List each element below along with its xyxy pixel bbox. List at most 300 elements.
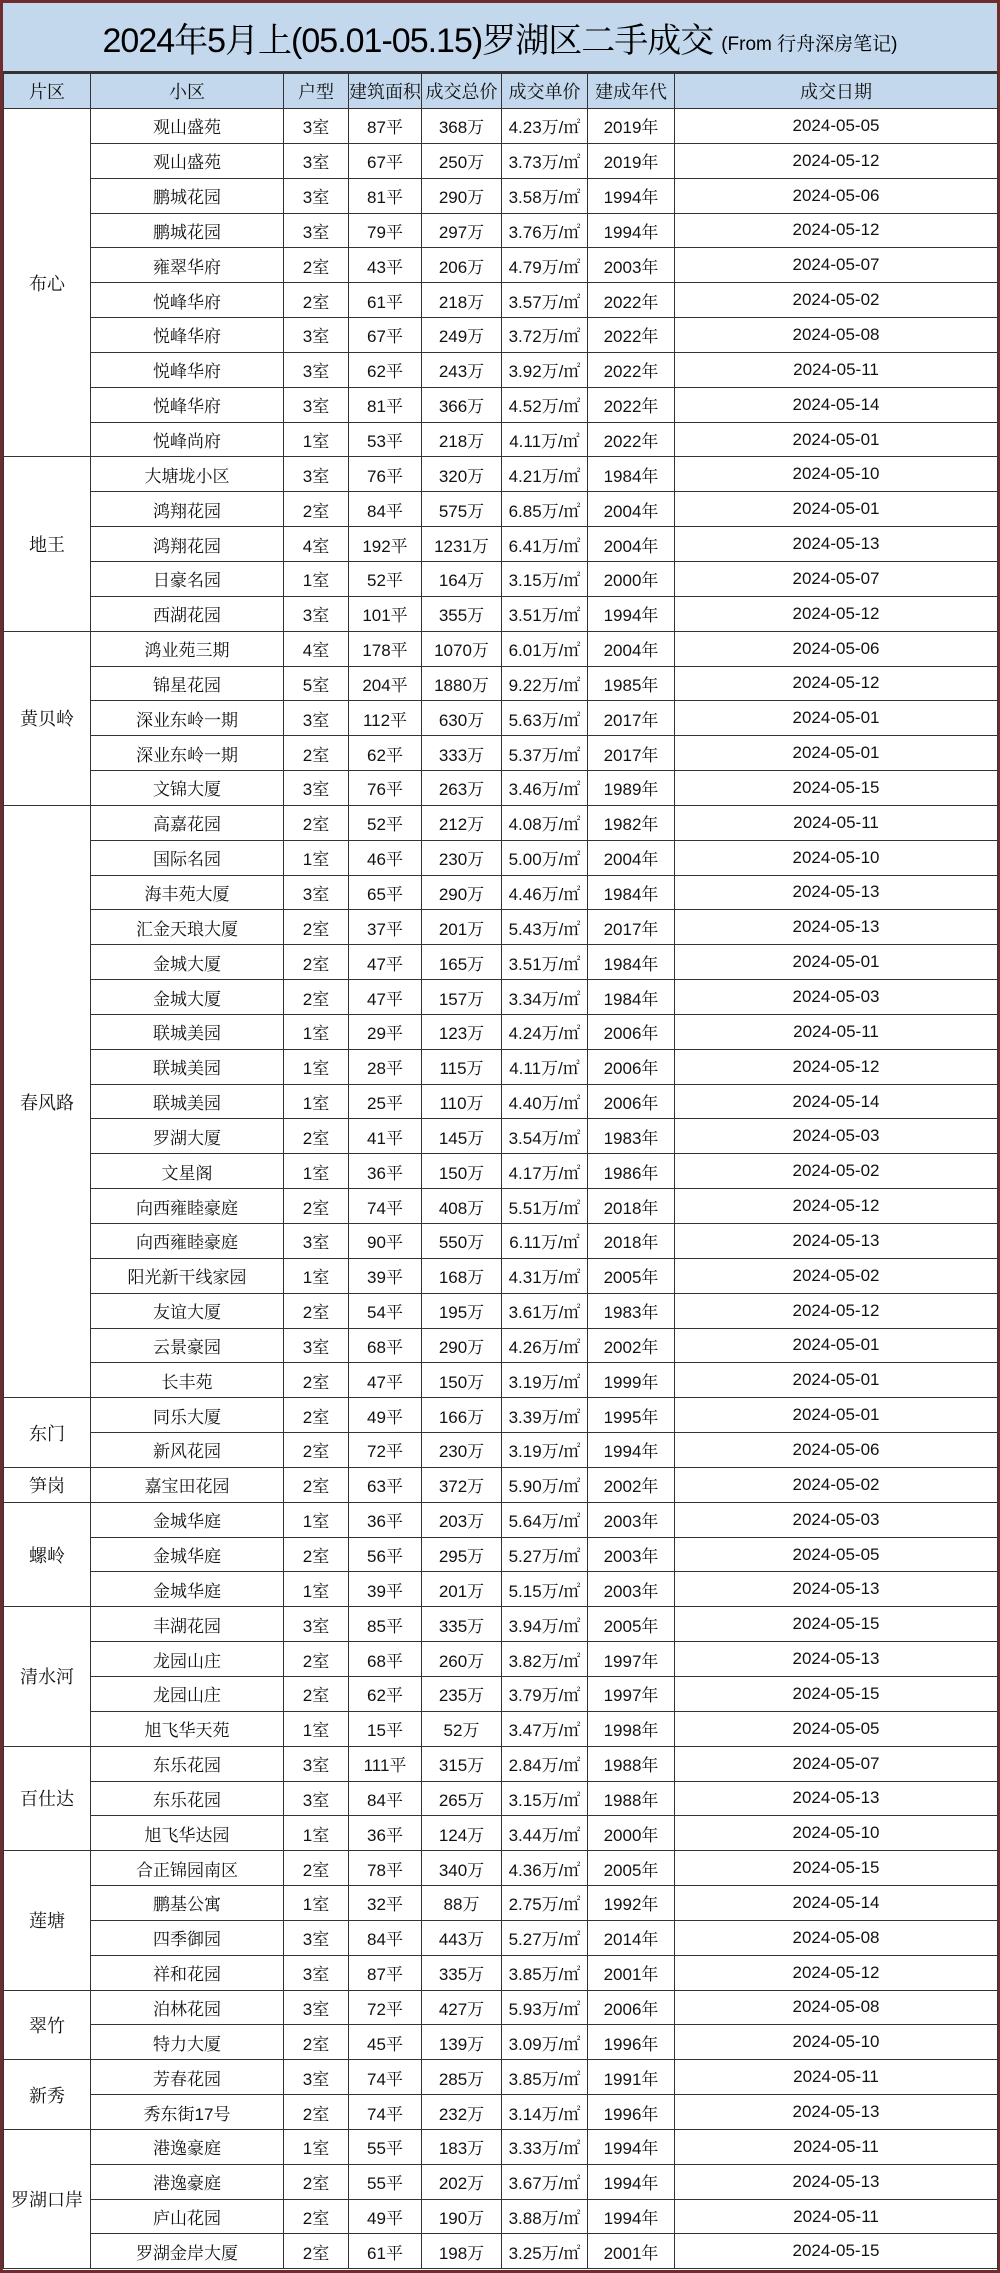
deal-date-cell: 2024-05-11 (675, 2129, 998, 2164)
unit-price-cell: 3.33万/㎡ (502, 2129, 588, 2164)
build-year-cell: 1988年 (588, 1746, 675, 1781)
floor-area-cell: 36平 (349, 1502, 422, 1537)
total-price-cell: 190万 (422, 2199, 502, 2234)
table-row (4, 875, 998, 910)
floor-area-cell: 55平 (349, 2164, 422, 2199)
deal-date-cell: 2024-05-14 (675, 1084, 998, 1119)
unit-price-cell: 3.82万/㎡ (502, 1642, 588, 1677)
layout-cell: 1室 (284, 840, 349, 875)
build-year-cell: 1984年 (588, 945, 675, 980)
table-row (4, 1189, 998, 1224)
build-year-cell: 1996年 (588, 2095, 675, 2130)
floor-area-cell: 63平 (349, 1467, 422, 1502)
unit-price-cell: 3.94万/㎡ (502, 1607, 588, 1642)
deal-date-cell: 2024-05-01 (675, 1363, 998, 1398)
community-cell: 东乐花园 (91, 1781, 284, 1816)
build-year-cell: 1984年 (588, 875, 675, 910)
layout-cell: 2室 (284, 492, 349, 527)
table-row (4, 387, 998, 422)
community-cell: 阳光新干线家园 (91, 1258, 284, 1293)
unit-price-cell: 3.39万/㎡ (502, 1398, 588, 1433)
area-cell: 春风路 (4, 805, 91, 1397)
table-row (4, 1154, 998, 1189)
deal-date-cell: 2024-05-14 (675, 1886, 998, 1921)
table-body (4, 109, 998, 2269)
unit-price-cell: 3.51万/㎡ (502, 596, 588, 631)
unit-price-cell: 3.85万/㎡ (502, 1955, 588, 1990)
table-row (4, 1014, 998, 1049)
floor-area-cell: 53平 (349, 422, 422, 457)
unit-price-cell: 2.75万/㎡ (502, 1886, 588, 1921)
community-cell: 合正锦园南区 (91, 1851, 284, 1886)
layout-cell: 3室 (284, 875, 349, 910)
unit-price-cell: 6.41万/㎡ (502, 527, 588, 562)
build-year-cell: 2019年 (588, 109, 675, 144)
community-cell: 金城华庭 (91, 1502, 284, 1537)
unit-price-cell: 3.44万/㎡ (502, 1816, 588, 1851)
unit-price-cell: 6.85万/㎡ (502, 492, 588, 527)
floor-area-cell: 47平 (349, 1363, 422, 1398)
total-price-cell: 235万 (422, 1676, 502, 1711)
unit-price-cell: 5.63万/㎡ (502, 701, 588, 736)
deal-date-cell: 2024-05-12 (675, 1049, 998, 1084)
deal-date-cell: 2024-05-10 (675, 1816, 998, 1851)
unit-price-cell: 3.25万/㎡ (502, 2234, 588, 2269)
table-row (4, 2095, 998, 2130)
unit-price-cell: 3.54万/㎡ (502, 1119, 588, 1154)
build-year-cell: 2017年 (588, 736, 675, 771)
deal-date-cell: 2024-05-12 (675, 213, 998, 248)
deal-date-cell: 2024-05-12 (675, 1189, 998, 1224)
unit-price-cell: 9.22万/㎡ (502, 666, 588, 701)
deal-date-cell: 2024-05-11 (675, 2199, 998, 2234)
total-price-cell: 218万 (422, 422, 502, 457)
deal-date-cell: 2024-05-15 (675, 771, 998, 806)
community-cell: 悦峰尚府 (91, 422, 284, 457)
build-year-cell: 1984年 (588, 980, 675, 1015)
total-price-cell: 290万 (422, 875, 502, 910)
deal-date-cell: 2024-05-03 (675, 1119, 998, 1154)
total-price-cell: 630万 (422, 701, 502, 736)
community-cell: 罗湖金岸大厦 (91, 2234, 284, 2269)
community-cell: 雍翠华府 (91, 248, 284, 283)
total-price-cell: 372万 (422, 1467, 502, 1502)
floor-area-cell: 29平 (349, 1014, 422, 1049)
total-price-cell: 212万 (422, 805, 502, 840)
total-price-cell: 198万 (422, 2234, 502, 2269)
build-year-cell: 1986年 (588, 1154, 675, 1189)
unit-price-cell: 3.14万/㎡ (502, 2095, 588, 2130)
build-year-cell: 1991年 (588, 2060, 675, 2095)
table-row (4, 422, 998, 457)
build-year-cell: 1994年 (588, 178, 675, 213)
floor-area-cell: 87平 (349, 109, 422, 144)
build-year-cell: 2018年 (588, 1224, 675, 1259)
community-cell: 联城美园 (91, 1014, 284, 1049)
unit-price-cell: 3.57万/㎡ (502, 283, 588, 318)
total-price-cell: 164万 (422, 561, 502, 596)
layout-cell: 1室 (284, 1084, 349, 1119)
col-header-layout: 户型 (284, 74, 349, 109)
table-row (4, 1049, 998, 1084)
table-row (4, 1607, 998, 1642)
build-year-cell: 2003年 (588, 1572, 675, 1607)
build-year-cell: 2022年 (588, 422, 675, 457)
table-row (4, 1990, 998, 2025)
floor-area-cell: 68平 (349, 1642, 422, 1677)
deal-date-cell: 2024-05-12 (675, 596, 998, 631)
floor-area-cell: 47平 (349, 945, 422, 980)
layout-cell: 5室 (284, 666, 349, 701)
total-price-cell: 335万 (422, 1955, 502, 1990)
community-cell: 罗湖大厦 (91, 1119, 284, 1154)
floor-area-cell: 204平 (349, 666, 422, 701)
table-row (4, 771, 998, 806)
total-price-cell: 368万 (422, 109, 502, 144)
floor-area-cell: 15平 (349, 1711, 422, 1746)
unit-price-cell: 3.73万/㎡ (502, 143, 588, 178)
total-price-cell: 335万 (422, 1607, 502, 1642)
table-row (4, 736, 998, 771)
community-cell: 金城大厦 (91, 945, 284, 980)
deal-date-cell: 2024-05-15 (675, 2234, 998, 2269)
build-year-cell: 2019年 (588, 143, 675, 178)
table-row (4, 631, 998, 666)
build-year-cell: 1994年 (588, 596, 675, 631)
deal-date-cell: 2024-05-10 (675, 457, 998, 492)
deal-date-cell: 2024-05-02 (675, 1154, 998, 1189)
floor-area-cell: 72平 (349, 1433, 422, 1468)
unit-price-cell: 3.79万/㎡ (502, 1676, 588, 1711)
build-year-cell: 1983年 (588, 1119, 675, 1154)
col-header-deal-date: 成交日期 (675, 74, 998, 109)
floor-area-cell: 25平 (349, 1084, 422, 1119)
community-cell: 云景豪园 (91, 1328, 284, 1363)
layout-cell: 2室 (284, 1119, 349, 1154)
total-price-cell: 295万 (422, 1537, 502, 1572)
deal-date-cell: 2024-05-13 (675, 1642, 998, 1677)
table-row (4, 1293, 998, 1328)
unit-price-cell: 3.61万/㎡ (502, 1293, 588, 1328)
floor-area-cell: 87平 (349, 1955, 422, 1990)
floor-area-cell: 67平 (349, 143, 422, 178)
build-year-cell: 2005年 (588, 1258, 675, 1293)
total-price-cell: 203万 (422, 1502, 502, 1537)
unit-price-cell: 3.19万/㎡ (502, 1433, 588, 1468)
build-year-cell: 2003年 (588, 1502, 675, 1537)
build-year-cell: 2004年 (588, 840, 675, 875)
floor-area-cell: 81平 (349, 178, 422, 213)
deal-date-cell: 2024-05-13 (675, 1781, 998, 1816)
floor-area-cell: 62平 (349, 736, 422, 771)
community-cell: 国际名园 (91, 840, 284, 875)
floor-area-cell: 52平 (349, 561, 422, 596)
col-header-build-year: 建成年代 (588, 74, 675, 109)
unit-price-cell: 3.34万/㎡ (502, 980, 588, 1015)
total-price-cell: 150万 (422, 1154, 502, 1189)
area-cell: 清水河 (4, 1607, 91, 1746)
area-cell: 莲塘 (4, 1851, 91, 1990)
unit-price-cell: 5.27万/㎡ (502, 1920, 588, 1955)
layout-cell: 3室 (284, 1607, 349, 1642)
layout-cell: 2室 (284, 1433, 349, 1468)
layout-cell: 3室 (284, 2060, 349, 2095)
community-cell: 联城美园 (91, 1049, 284, 1084)
area-cell: 百仕达 (4, 1746, 91, 1851)
build-year-cell: 2017年 (588, 910, 675, 945)
layout-cell: 3室 (284, 1990, 349, 2025)
community-cell: 嘉宝田花园 (91, 1467, 284, 1502)
build-year-cell: 2004年 (588, 492, 675, 527)
layout-cell: 1室 (284, 1886, 349, 1921)
deal-date-cell: 2024-05-11 (675, 2060, 998, 2095)
table-row (4, 457, 998, 492)
table-row (4, 492, 998, 527)
unit-price-cell: 3.72万/㎡ (502, 318, 588, 353)
deal-date-cell: 2024-05-12 (675, 1293, 998, 1328)
table-row (4, 1851, 998, 1886)
total-price-cell: 195万 (422, 1293, 502, 1328)
layout-cell: 2室 (284, 736, 349, 771)
table-row (4, 1816, 998, 1851)
layout-cell: 1室 (284, 1572, 349, 1607)
deal-date-cell: 2024-05-03 (675, 980, 998, 1015)
table-row (4, 1572, 998, 1607)
build-year-cell: 2006年 (588, 1990, 675, 2025)
title-bar (3, 3, 997, 73)
layout-cell: 2室 (284, 1642, 349, 1677)
layout-cell: 3室 (284, 1746, 349, 1781)
build-year-cell: 2018年 (588, 1189, 675, 1224)
total-price-cell: 206万 (422, 248, 502, 283)
community-cell: 同乐大厦 (91, 1398, 284, 1433)
unit-price-cell: 5.43万/㎡ (502, 910, 588, 945)
header-row (4, 74, 998, 109)
table-row (4, 1676, 998, 1711)
table-row (4, 2129, 998, 2164)
community-cell: 向西雍睦豪庭 (91, 1224, 284, 1259)
build-year-cell: 1985年 (588, 666, 675, 701)
total-price-cell: 232万 (422, 2095, 502, 2130)
build-year-cell: 2003年 (588, 248, 675, 283)
floor-area-cell: 84平 (349, 1781, 422, 1816)
layout-cell: 3室 (284, 1224, 349, 1259)
table-row (4, 561, 998, 596)
community-cell: 长丰苑 (91, 1363, 284, 1398)
area-cell: 布心 (4, 109, 91, 457)
area-cell: 笋岗 (4, 1467, 91, 1502)
deal-date-cell: 2024-05-02 (675, 1258, 998, 1293)
floor-area-cell: 78平 (349, 1851, 422, 1886)
deal-date-cell: 2024-05-13 (675, 1572, 998, 1607)
deal-date-cell: 2024-05-08 (675, 318, 998, 353)
unit-price-cell: 3.51万/㎡ (502, 945, 588, 980)
build-year-cell: 2006年 (588, 1084, 675, 1119)
floor-area-cell: 90平 (349, 1224, 422, 1259)
layout-cell: 2室 (284, 2164, 349, 2199)
layout-cell: 1室 (284, 1014, 349, 1049)
floor-area-cell: 41平 (349, 1119, 422, 1154)
total-price-cell: 355万 (422, 596, 502, 631)
unit-price-cell: 4.23万/㎡ (502, 109, 588, 144)
table-row (4, 1955, 998, 1990)
floor-area-cell: 39平 (349, 1258, 422, 1293)
community-cell: 金城大厦 (91, 980, 284, 1015)
total-price-cell: 427万 (422, 1990, 502, 2025)
table-row (4, 1467, 998, 1502)
deal-date-cell: 2024-05-01 (675, 945, 998, 980)
community-cell: 港逸豪庭 (91, 2129, 284, 2164)
floor-area-cell: 49平 (349, 1398, 422, 1433)
layout-cell: 2室 (284, 1398, 349, 1433)
floor-area-cell: 46平 (349, 840, 422, 875)
table-row (4, 805, 998, 840)
table-row (4, 1398, 998, 1433)
community-cell: 金城华庭 (91, 1572, 284, 1607)
table-row (4, 1433, 998, 1468)
community-cell: 文星阁 (91, 1154, 284, 1189)
floor-area-cell: 76平 (349, 457, 422, 492)
total-price-cell: 145万 (422, 1119, 502, 1154)
table-row (4, 1119, 998, 1154)
unit-price-cell: 6.01万/㎡ (502, 631, 588, 666)
deal-date-cell: 2024-05-14 (675, 387, 998, 422)
total-price-cell: 408万 (422, 1189, 502, 1224)
total-price-cell: 297万 (422, 213, 502, 248)
total-price-cell: 290万 (422, 1328, 502, 1363)
table-row (4, 1537, 998, 1572)
floor-area-cell: 81平 (349, 387, 422, 422)
deal-date-cell: 2024-05-08 (675, 1990, 998, 2025)
table-row (4, 910, 998, 945)
deal-date-cell: 2024-05-13 (675, 527, 998, 562)
build-year-cell: 1999年 (588, 1363, 675, 1398)
build-year-cell: 2004年 (588, 631, 675, 666)
build-year-cell: 2017年 (588, 701, 675, 736)
total-price-cell: 1880万 (422, 666, 502, 701)
layout-cell: 4室 (284, 527, 349, 562)
deal-date-cell: 2024-05-07 (675, 1746, 998, 1781)
layout-cell: 3室 (284, 1781, 349, 1816)
deal-date-cell: 2024-05-01 (675, 736, 998, 771)
deal-date-cell: 2024-05-05 (675, 1711, 998, 1746)
community-cell: 海丰苑大厦 (91, 875, 284, 910)
layout-cell: 2室 (284, 248, 349, 283)
layout-cell: 2室 (284, 1363, 349, 1398)
build-year-cell: 1994年 (588, 2199, 675, 2234)
floor-area-cell: 61平 (349, 283, 422, 318)
deal-date-cell: 2024-05-01 (675, 1328, 998, 1363)
floor-area-cell: 74平 (349, 1189, 422, 1224)
layout-cell: 3室 (284, 457, 349, 492)
table-row (4, 596, 998, 631)
deal-date-cell: 2024-05-10 (675, 840, 998, 875)
community-cell: 西湖花园 (91, 596, 284, 631)
deal-date-cell: 2024-05-08 (675, 1920, 998, 1955)
floor-area-cell: 49平 (349, 2199, 422, 2234)
deal-date-cell: 2024-05-01 (675, 422, 998, 457)
layout-cell: 1室 (284, 1502, 349, 1537)
community-cell: 庐山花园 (91, 2199, 284, 2234)
floor-area-cell: 85平 (349, 1607, 422, 1642)
table-row (4, 2199, 998, 2234)
deal-date-cell: 2024-05-12 (675, 1955, 998, 1990)
page-title: 2024年5月上(05.01-05.15)罗湖区二手成交 (102, 21, 714, 60)
deal-date-cell: 2024-05-13 (675, 2164, 998, 2199)
total-price-cell: 320万 (422, 457, 502, 492)
community-cell: 向西雍睦豪庭 (91, 1189, 284, 1224)
table-row (4, 1502, 998, 1537)
layout-cell: 2室 (284, 980, 349, 1015)
deal-date-cell: 2024-05-06 (675, 178, 998, 213)
unit-price-cell: 5.64万/㎡ (502, 1502, 588, 1537)
floor-area-cell: 68平 (349, 1328, 422, 1363)
unit-price-cell: 3.85万/㎡ (502, 2060, 588, 2095)
unit-price-cell: 4.79万/㎡ (502, 248, 588, 283)
deal-date-cell: 2024-05-07 (675, 561, 998, 596)
layout-cell: 2室 (284, 1467, 349, 1502)
deal-date-cell: 2024-05-05 (675, 109, 998, 144)
build-year-cell: 2014年 (588, 1920, 675, 1955)
layout-cell: 3室 (284, 352, 349, 387)
total-price-cell: 115万 (422, 1049, 502, 1084)
deal-date-cell: 2024-05-02 (675, 1467, 998, 1502)
table-row (4, 2234, 998, 2269)
build-year-cell: 2022年 (588, 352, 675, 387)
table-row (4, 2164, 998, 2199)
community-cell: 四季御园 (91, 1920, 284, 1955)
total-price-cell: 110万 (422, 1084, 502, 1119)
layout-cell: 3室 (284, 213, 349, 248)
floor-area-cell: 55平 (349, 2129, 422, 2164)
floor-area-cell: 36平 (349, 1154, 422, 1189)
unit-price-cell: 5.37万/㎡ (502, 736, 588, 771)
unit-price-cell: 4.26万/㎡ (502, 1328, 588, 1363)
unit-price-cell: 4.11万/㎡ (502, 422, 588, 457)
layout-cell: 3室 (284, 1328, 349, 1363)
layout-cell: 3室 (284, 143, 349, 178)
floor-area-cell: 37平 (349, 910, 422, 945)
deal-date-cell: 2024-05-01 (675, 492, 998, 527)
layout-cell: 1室 (284, 561, 349, 596)
total-price-cell: 1231万 (422, 527, 502, 562)
table-row (4, 2060, 998, 2095)
layout-cell: 2室 (284, 2234, 349, 2269)
table-row (4, 178, 998, 213)
layout-cell: 1室 (284, 1154, 349, 1189)
deal-date-cell: 2024-05-12 (675, 666, 998, 701)
unit-price-cell: 5.00万/㎡ (502, 840, 588, 875)
layout-cell: 2室 (284, 283, 349, 318)
unit-price-cell: 3.46万/㎡ (502, 771, 588, 806)
total-price-cell: 366万 (422, 387, 502, 422)
build-year-cell: 2022年 (588, 387, 675, 422)
layout-cell: 3室 (284, 596, 349, 631)
layout-cell: 2室 (284, 1293, 349, 1328)
total-price-cell: 183万 (422, 2129, 502, 2164)
total-price-cell: 230万 (422, 1433, 502, 1468)
deal-date-cell: 2024-05-11 (675, 1014, 998, 1049)
layout-cell: 3室 (284, 701, 349, 736)
layout-cell: 3室 (284, 109, 349, 144)
build-year-cell: 1992年 (588, 1886, 675, 1921)
layout-cell: 2室 (284, 2025, 349, 2060)
total-price-cell: 157万 (422, 980, 502, 1015)
layout-cell: 2室 (284, 2199, 349, 2234)
community-cell: 秀东街17号 (91, 2095, 284, 2130)
community-cell: 深业东岭一期 (91, 701, 284, 736)
build-year-cell: 2022年 (588, 318, 675, 353)
